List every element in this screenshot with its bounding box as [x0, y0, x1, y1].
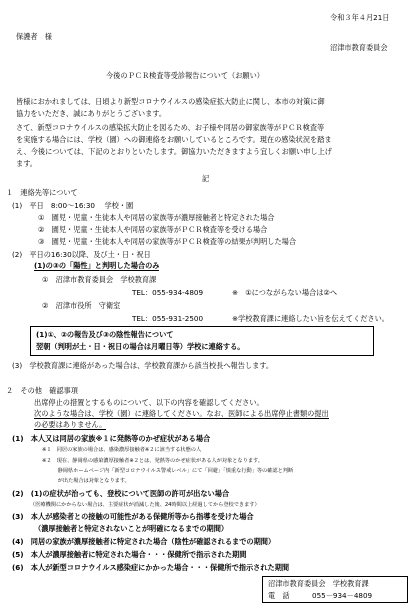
addressee: 保護者 様 — [16, 32, 52, 41]
document-date: 令和３年４月21日 — [330, 13, 390, 22]
contact1-note: ※ ①につながらない場合は②へ — [232, 288, 338, 297]
item-4: (4) 同居の家族が濃厚接触者に特定された場合（陰性が確認されるまでの期間） — [12, 537, 276, 546]
section2-line: 出席停止の措置とするものについて、以下の内容を確認してください。 — [34, 398, 264, 407]
weekday-item: ③ 園児・児童・生徒本人や同居の家族等がＰＣＲ検査等の結果が判明した場合 — [38, 237, 297, 246]
footer-tel-value: 055－934－4809 — [312, 591, 373, 600]
footer-tel-label: 電 話 — [268, 591, 290, 600]
intro-line: ます。 — [16, 159, 37, 168]
intro-line: を実施する場合には、学校（園）への御連絡をお願いしているところです。現在の感染状況を踏ま — [16, 135, 332, 144]
sender-name: 沼津市教育委員会 — [330, 43, 388, 52]
item-5: (5) 本人が濃厚接触者に特定された場合・・・保健所で指示された期間 — [12, 550, 247, 559]
school-affairs-note: (3) 学校教育課に連絡があった場合は、学校教育課から該当校長へ報告します。 — [12, 361, 274, 370]
contact2-tel: TEL：055-931-2500 — [132, 314, 204, 323]
weekday-contact: (1) 平日 8:00～16:30 学校・園 — [12, 201, 134, 210]
note-1: ※１ 同居の家族の場合は、感染濃厚接触者※２に該当する状態の人 — [42, 447, 202, 453]
note-2: ※２ 現在、静岡県の感染濃厚接触者※２とは、発熱等のかぜ症状がある人が対象となります。 — [42, 458, 263, 464]
item-2-note: （医療機関にかからない場合は、主要症状が消滅した後、24時間以上経過してから登校できます） — [30, 502, 260, 508]
contact2-name: ② 沼津市役所 守衛室 — [42, 301, 121, 310]
page-title: 今後のＰＣＲ検査等受診報告について（お願い） — [106, 71, 264, 80]
weekday-item: ② 園児・児童・生徒本人や同居の家族等がＰＣＲ検査等を受ける場合 — [38, 225, 268, 234]
ki-heading: 記 — [202, 174, 210, 183]
notice-line: 翌朝（判明が土・日・祝日の場合は月曜日等）学校に連絡する。 — [36, 342, 245, 351]
item-3: （濃厚接触者と特定されないことが明確になるまでの期間） — [34, 524, 229, 533]
item-2: (2) (1)の症状が治っても、登校について医師の許可が出ない場合 — [12, 489, 230, 498]
intro-line: さて、新型コロナウイルスの感染拡大防止を図るため、お子様や同居の御家族等がＰＣＲ検査等 — [16, 123, 325, 132]
offhours-condition: (1)の③の「陽性」と判明した場合のみ — [34, 261, 160, 270]
intro-line: 協力をいただき、誠にありがとうございます。 — [16, 109, 167, 118]
section2-line: の必要はありません。 — [34, 420, 107, 429]
contact2-note: ※学校教育課に連絡したい旨を伝えてください。 — [232, 314, 389, 323]
intro-line: 皆様におかれましては、日頃より新型コロナウイルスの感染症拡大防止に関し、本市の対策に御 — [16, 97, 325, 106]
item-6: (6) 本人が新型コロナウイルス感染症にかかった場合・・・保健所で指示された期間 — [12, 563, 290, 572]
item-3: (3) 本人が感染者との接触の可能性がある保健所等から指導を受けた場合 — [12, 512, 254, 521]
offhours-contact: (2) 平日の16:30以降、及び土・日・祝日 — [12, 250, 151, 259]
weekday-item: ① 園児・児童・生徒本人や同居の家族等が濃厚接触者と特定された場合 — [38, 213, 275, 222]
section2-heading: ２ その他 確認事項 — [6, 386, 78, 395]
section1-heading: １ 連絡先等について — [6, 188, 78, 197]
contact1-name: ① 沼津市教育委員会 学校教育課 — [42, 275, 157, 284]
notice-line: (1)①、②の報告及び③の陰性報告について — [36, 330, 174, 339]
note-2: が出た場合は対象となります。 — [42, 478, 130, 484]
section2-line: 次のような場合は、学校（園）に連絡してください。なお、医師による出席停止書類の提出 — [34, 409, 329, 418]
item-1: (1) 本人又は同居の家族※１に発熱等のかぜ症状がある場合 — [12, 434, 211, 443]
footer-org: 沼津市教育委員会 学校教育課 — [268, 579, 369, 588]
intro-line: え、今後については、下記のとおりといたします。御協力いただきますよう宜しくお願い申し上げ — [16, 147, 332, 156]
contact1-tel: TEL：055-934-4809 — [132, 288, 204, 297]
note-2: 静岡県ホームページ内「新型コロナウイルス警戒レベル」にて「回避」「慎重な行動」等の確認と判断 — [42, 468, 294, 474]
